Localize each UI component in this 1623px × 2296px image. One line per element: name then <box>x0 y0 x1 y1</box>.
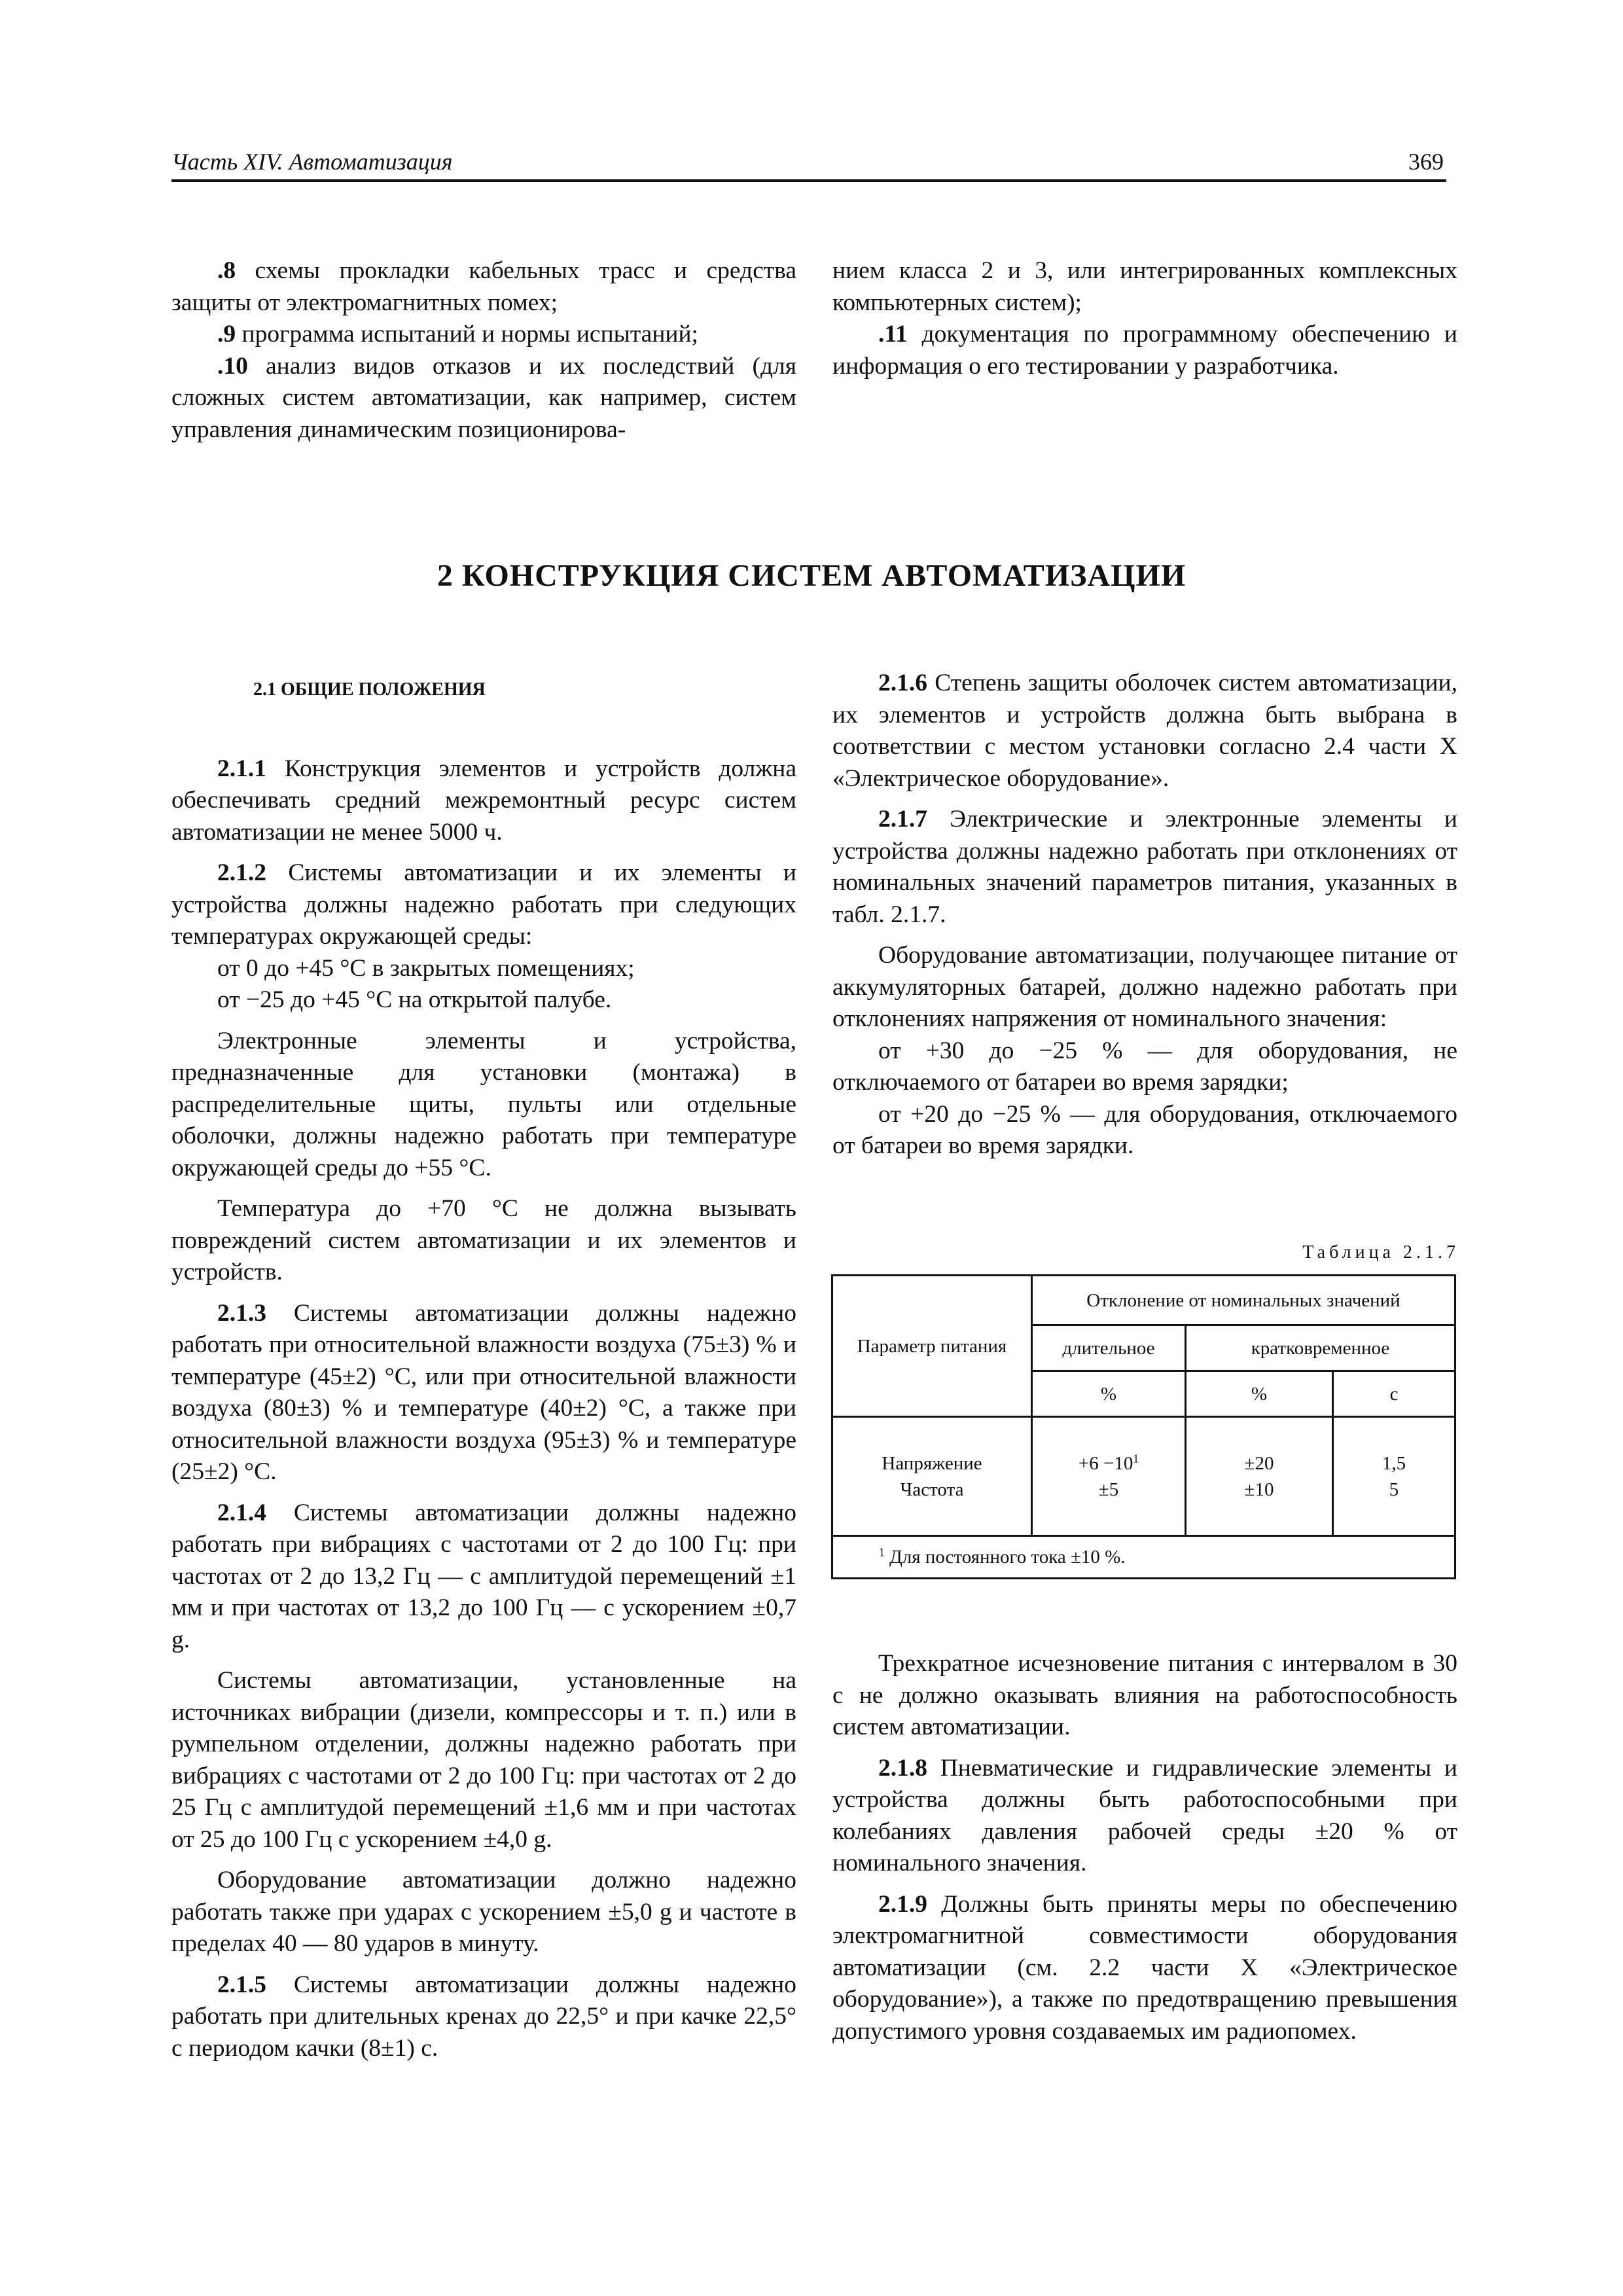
paragraph-2-1-9: 2.1.9 Должны быть приняты меры по обеспечению электромагнитной совместимости оборудования автоматизации (см. 2.2 части X «Электрическое оборудование»), а также по предотвращению превышения допустимого уровня создаваемых им радиопомех. <box>832 1890 1457 2045</box>
top-left-column <box>171 255 796 446</box>
paragraph-2-1-7: 2.1.7 Электрические и электронные элементы и устройства должны надежно работать при отклонениях от номинальных значений параметров питания, указанных в табл. 2.1.7. <box>832 806 1457 928</box>
short-s-voltage: 1,5 <box>1382 1452 1406 1474</box>
paragraph-2-1-3: 2.1.3 Системы автоматизации должны надежно работать при относительной влажности воздуха (75±3) % и температуре (45±2) °C, или при относительной влажности воздуха (80±3) % и температуре (40±2) °C, а также при относительной влажности воздуха (95±3) % и температуре (25±2) °C. <box>171 1299 796 1485</box>
footnote-ref: 1 <box>1133 1451 1139 1465</box>
short-s-frequency: 5 <box>1389 1479 1399 1500</box>
param-header: Параметр питания <box>832 1276 1032 1417</box>
long-value-voltage: $+6 -10^1$ <box>1078 1451 1139 1474</box>
paragraph-2-1-4: 2.1.4 Системы автоматизации должны надежно работать при вибрациях с частотами от 2 до 100 Гц: при частотах от 2 до 13,2 Гц — с амплитудой перемещений ±1 мм и при частотах от 13,2 до 100 Гц — с ускорением ±0,7 g. <box>171 1499 796 1653</box>
paragraph: от +20 до −25 % — для оборудования, отключаемого от батареи во время зарядки. <box>832 1100 1457 1159</box>
right-column-continued <box>832 1648 1457 2047</box>
paragraph: .8 схемы прокладки кабельных трасс и средства защиты от электромагнитных помех; <box>171 257 796 316</box>
right-column <box>832 668 1457 1162</box>
short-pct-voltage: ±20 <box>1244 1452 1274 1474</box>
table-footnote: $^1$ Для постоянного тока ±10 %. <box>832 1536 1455 1579</box>
short-header: кратковременное <box>1186 1325 1455 1371</box>
short-percent-cell <box>1186 1417 1333 1536</box>
paragraph: Электронные элементы и устройства, предназначенные для установки (монтажа) в распределительные щиты, пульты или отдельные оболочки, должны надежно работать при температуре окружающей среды до +55 °C. <box>171 1027 796 1181</box>
row-names-cell <box>832 1417 1032 1536</box>
paragraph-2-1-6: 2.1.6 Степень защиты оболочек систем автоматизации, их элементов и устройств должна быть выбрана в соответствии с местом установки согласно 2.4 части X «Электрическое оборудование». <box>832 670 1457 792</box>
paragraph: Трехкратное исчезновение питания с интервалом в 30 с не должно оказывать влияния на работоспособность систем автоматизации. <box>832 1650 1457 1740</box>
left-column <box>171 674 796 2064</box>
paragraph: нием класса 2 и 3, или интегрированных комплексных компьютерных систем); <box>832 257 1457 316</box>
page-number: 369 <box>1408 149 1444 175</box>
paragraph: Температура до +70 °C не должна вызывать повреждений систем автоматизации и их элементов и устройств. <box>171 1195 796 1285</box>
top-right-column <box>832 255 1457 382</box>
paragraph: Оборудование автоматизации, получающее питание от аккумуляторных батарей, должно надежно работать при отклонениях напряжения от номинального значения: <box>832 942 1457 1032</box>
paragraph-2-1-8: 2.1.8 Пневматические и гидравлические элементы и устройства должны быть работоспособными при колебаниях давления рабочей среды ±20 % от номинального значения. <box>832 1754 1457 1876</box>
row-name-voltage: Напряжение <box>882 1452 982 1474</box>
row-name-frequency: Частота <box>900 1479 964 1500</box>
section-title: 2 КОНСТРУКЦИЯ СИСТЕМ АВТОМАТИЗАЦИИ <box>437 558 1186 593</box>
paragraph: от +30 до −25 % — для оборудования, не отключаемого от батареи во время зарядки; <box>832 1037 1457 1096</box>
paragraph-2-1-1: 2.1.1 Конструкция элементов и устройств должна обеспечивать средний межремонтный ресурс систем автоматизации не менее 5000 ч. <box>171 755 796 846</box>
paragraph: .11 документация по программному обеспечению и информация о его тестировании у разработчика. <box>832 321 1457 380</box>
paragraph-2-1-2: 2.1.2 Системы автоматизации и их элементы и устройства должны надежно работать при следующих температурах окружающей среды: <box>171 859 796 950</box>
paragraph: .9 программа испытаний и нормы испытаний; <box>217 321 698 348</box>
subsection-title: 2.1 ОБЩИЕ ПОЛОЖЕНИЯ <box>253 679 486 700</box>
table-caption: Таблица 2.1.7 <box>1302 1242 1459 1263</box>
short-pct-frequency: ±10 <box>1244 1479 1274 1500</box>
unit-long: % <box>1032 1371 1186 1417</box>
long-header: длительное <box>1032 1325 1186 1371</box>
long-values-cell <box>1032 1417 1186 1536</box>
unit-short-percent: % <box>1186 1371 1333 1417</box>
paragraph: .10 анализ видов отказов и их последствий (для сложных систем автоматизации, как например, систем управления динамическим позиционирова- <box>171 352 796 443</box>
long-value-frequency: ±5 <box>1098 1479 1119 1500</box>
power-deviation-table <box>831 1274 1456 1579</box>
paragraph: от 0 до +45 °C в закрытых помещениях; <box>217 954 635 982</box>
paragraph: Оборудование автоматизации должно надежно работать также при ударах с ускорением ±5,0 g и частоте в пределах 40 — 80 ударов в минуту. <box>171 1867 796 1957</box>
paragraph-2-1-5: 2.1.5 Системы автоматизации должны надежно работать при длительных кренах до 22,5° и при качке 22,5° с периодом качки (8±1) с. <box>171 1971 796 2062</box>
unit-short-seconds: с <box>1333 1371 1455 1417</box>
short-seconds-cell <box>1333 1417 1455 1536</box>
deviation-header: Отклонение от номинальных значений <box>1032 1276 1455 1325</box>
running-title: Часть XIV. Автоматизация <box>171 149 453 175</box>
paragraph: от −25 до +45 °C на открытой палубе. <box>217 986 612 1013</box>
paragraph: Системы автоматизации, установленные на источниках вибрации (дизели, компрессоры и т. п.) или в румпельном отделении, должны надежно работать при вибрациях с частотами от 2 до 100 Гц: при частотах от 2 до 25 Гц с амплитудой перемещений ±1,6 мм и при частотах от 25 до 100 Гц с ускорением ±4,0 g. <box>171 1667 796 1853</box>
page-header <box>171 143 1446 182</box>
